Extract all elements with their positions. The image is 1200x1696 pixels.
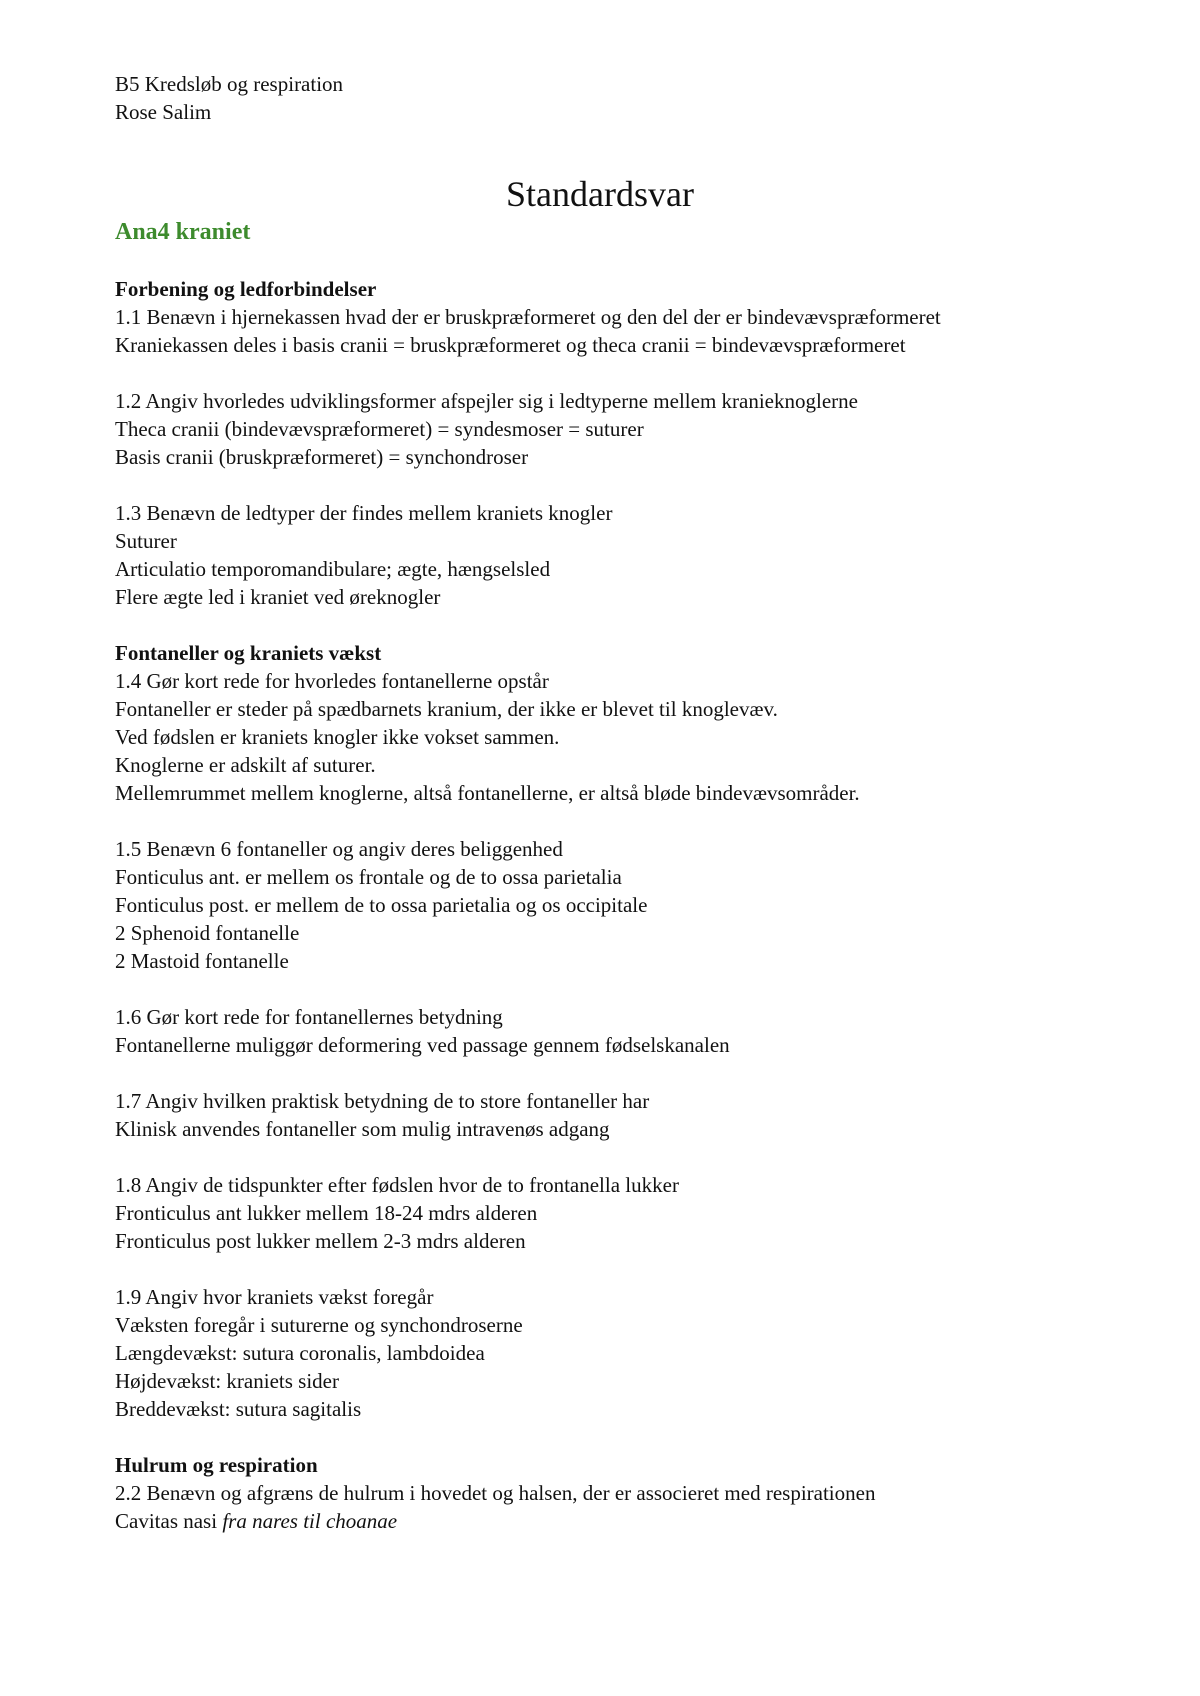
text-line: 2 Mastoid fontanelle: [115, 949, 289, 973]
document-header: [115, 70, 343, 126]
subsection-heading: Hulrum og respiration: [115, 1453, 318, 1477]
text-line: Articulatio temporomandibulare; ægte, hængselsled: [115, 557, 551, 581]
document-body: [115, 275, 1175, 1535]
answer-text: Cavitas nasi: [115, 1509, 223, 1533]
text-line: 1.8 Angiv de tidspunkter efter fødslen hvor de to frontanella lukker: [115, 1173, 679, 1197]
text-line: 1.5 Benævn 6 fontaneller og angiv deres beliggenhed: [115, 837, 563, 861]
text-line: Fronticulus ant lukker mellem 18-24 mdrs alderen: [115, 1201, 538, 1225]
text-line: 1.3 Benævn de ledtyper der findes mellem kraniets knogler: [115, 501, 613, 525]
text-line: Suturer: [115, 529, 177, 553]
text-line: 2.2 Benævn og afgræns de hulrum i hovedet og halsen, der er associeret med respirationen: [115, 1481, 876, 1505]
author-name: Rose Salim: [115, 100, 212, 124]
text-line: Fontaneller er steder på spædbarnets kranium, der ikke er blevet til knoglevæv.: [115, 697, 778, 721]
text-line: Klinisk anvendes fontaneller som mulig intravenøs adgang: [115, 1117, 610, 1141]
section-heading: Ana4 kraniet: [115, 219, 251, 245]
text-line: Knoglerne er adskilt af suturer.: [115, 753, 376, 777]
text-line: Theca cranii (bindevævspræformeret) = syndesmoser = suturer: [115, 417, 644, 441]
text-line: 1.7 Angiv hvilken praktisk betydning de to store fontaneller har: [115, 1089, 650, 1113]
text-line: 1.2 Angiv hvorledes udviklingsformer afspejler sig i ledtyperne mellem kranieknoglerne: [115, 389, 858, 413]
text-line: Mellemrummet mellem knoglerne, altså fontanellerne, er altså bløde bindevævsområder.: [115, 781, 860, 805]
text-line: Flere ægte led i kraniet ved øreknogler: [115, 585, 441, 609]
text-line: Fontanellerne muliggør deformering ved passage gennem fødselskanalen: [115, 1033, 730, 1057]
text-line: Basis cranii (bruskpræformeret) = synchondroser: [115, 445, 529, 469]
text-line: Væksten foregår i suturerne og synchondroserne: [115, 1313, 523, 1337]
answer-line-last: [115, 1507, 1175, 1535]
text-line: Fonticulus post. er mellem de to ossa parietalia og os occipitale: [115, 893, 648, 917]
text-line: 1.4 Gør kort rede for hvorledes fontanellerne opstår: [115, 669, 549, 693]
text-line: 1.6 Gør kort rede for fontanellernes betydning: [115, 1005, 503, 1029]
text-line: Kraniekassen deles i basis cranii = bruskpræformeret og theca cranii = bindevævspræformeret: [115, 333, 906, 357]
subsection-heading: Fontaneller og kraniets vækst: [115, 641, 382, 665]
text-line: 2 Sphenoid fontanelle: [115, 921, 300, 945]
text-line: 1.9 Angiv hvor kraniets vækst foregår: [115, 1285, 434, 1309]
text-line: Højdevækst: kraniets sider: [115, 1369, 339, 1393]
text-line: 1.1 Benævn i hjernekassen hvad der er bruskpræformeret og den del der er bindevævspræformeret: [115, 305, 941, 329]
text-line: Fronticulus post lukker mellem 2-3 mdrs alderen: [115, 1229, 526, 1253]
text-line: Længdevækst: sutura coronalis, lambdoidea: [115, 1341, 485, 1365]
course-title: B5 Kredsløb og respiration: [115, 72, 344, 96]
subsection-heading: Forbening og ledforbindelser: [115, 277, 377, 301]
answer-text-italic: fra nares til choanae: [222, 1509, 398, 1533]
text-line: Breddevækst: sutura sagitalis: [115, 1397, 362, 1421]
page-title: Standardsvar: [506, 174, 694, 214]
text-line: Fonticulus ant. er mellem os frontale og de to ossa parietalia: [115, 865, 622, 889]
text-line: Ved fødslen er kraniets knogler ikke vokset sammen.: [115, 725, 560, 749]
